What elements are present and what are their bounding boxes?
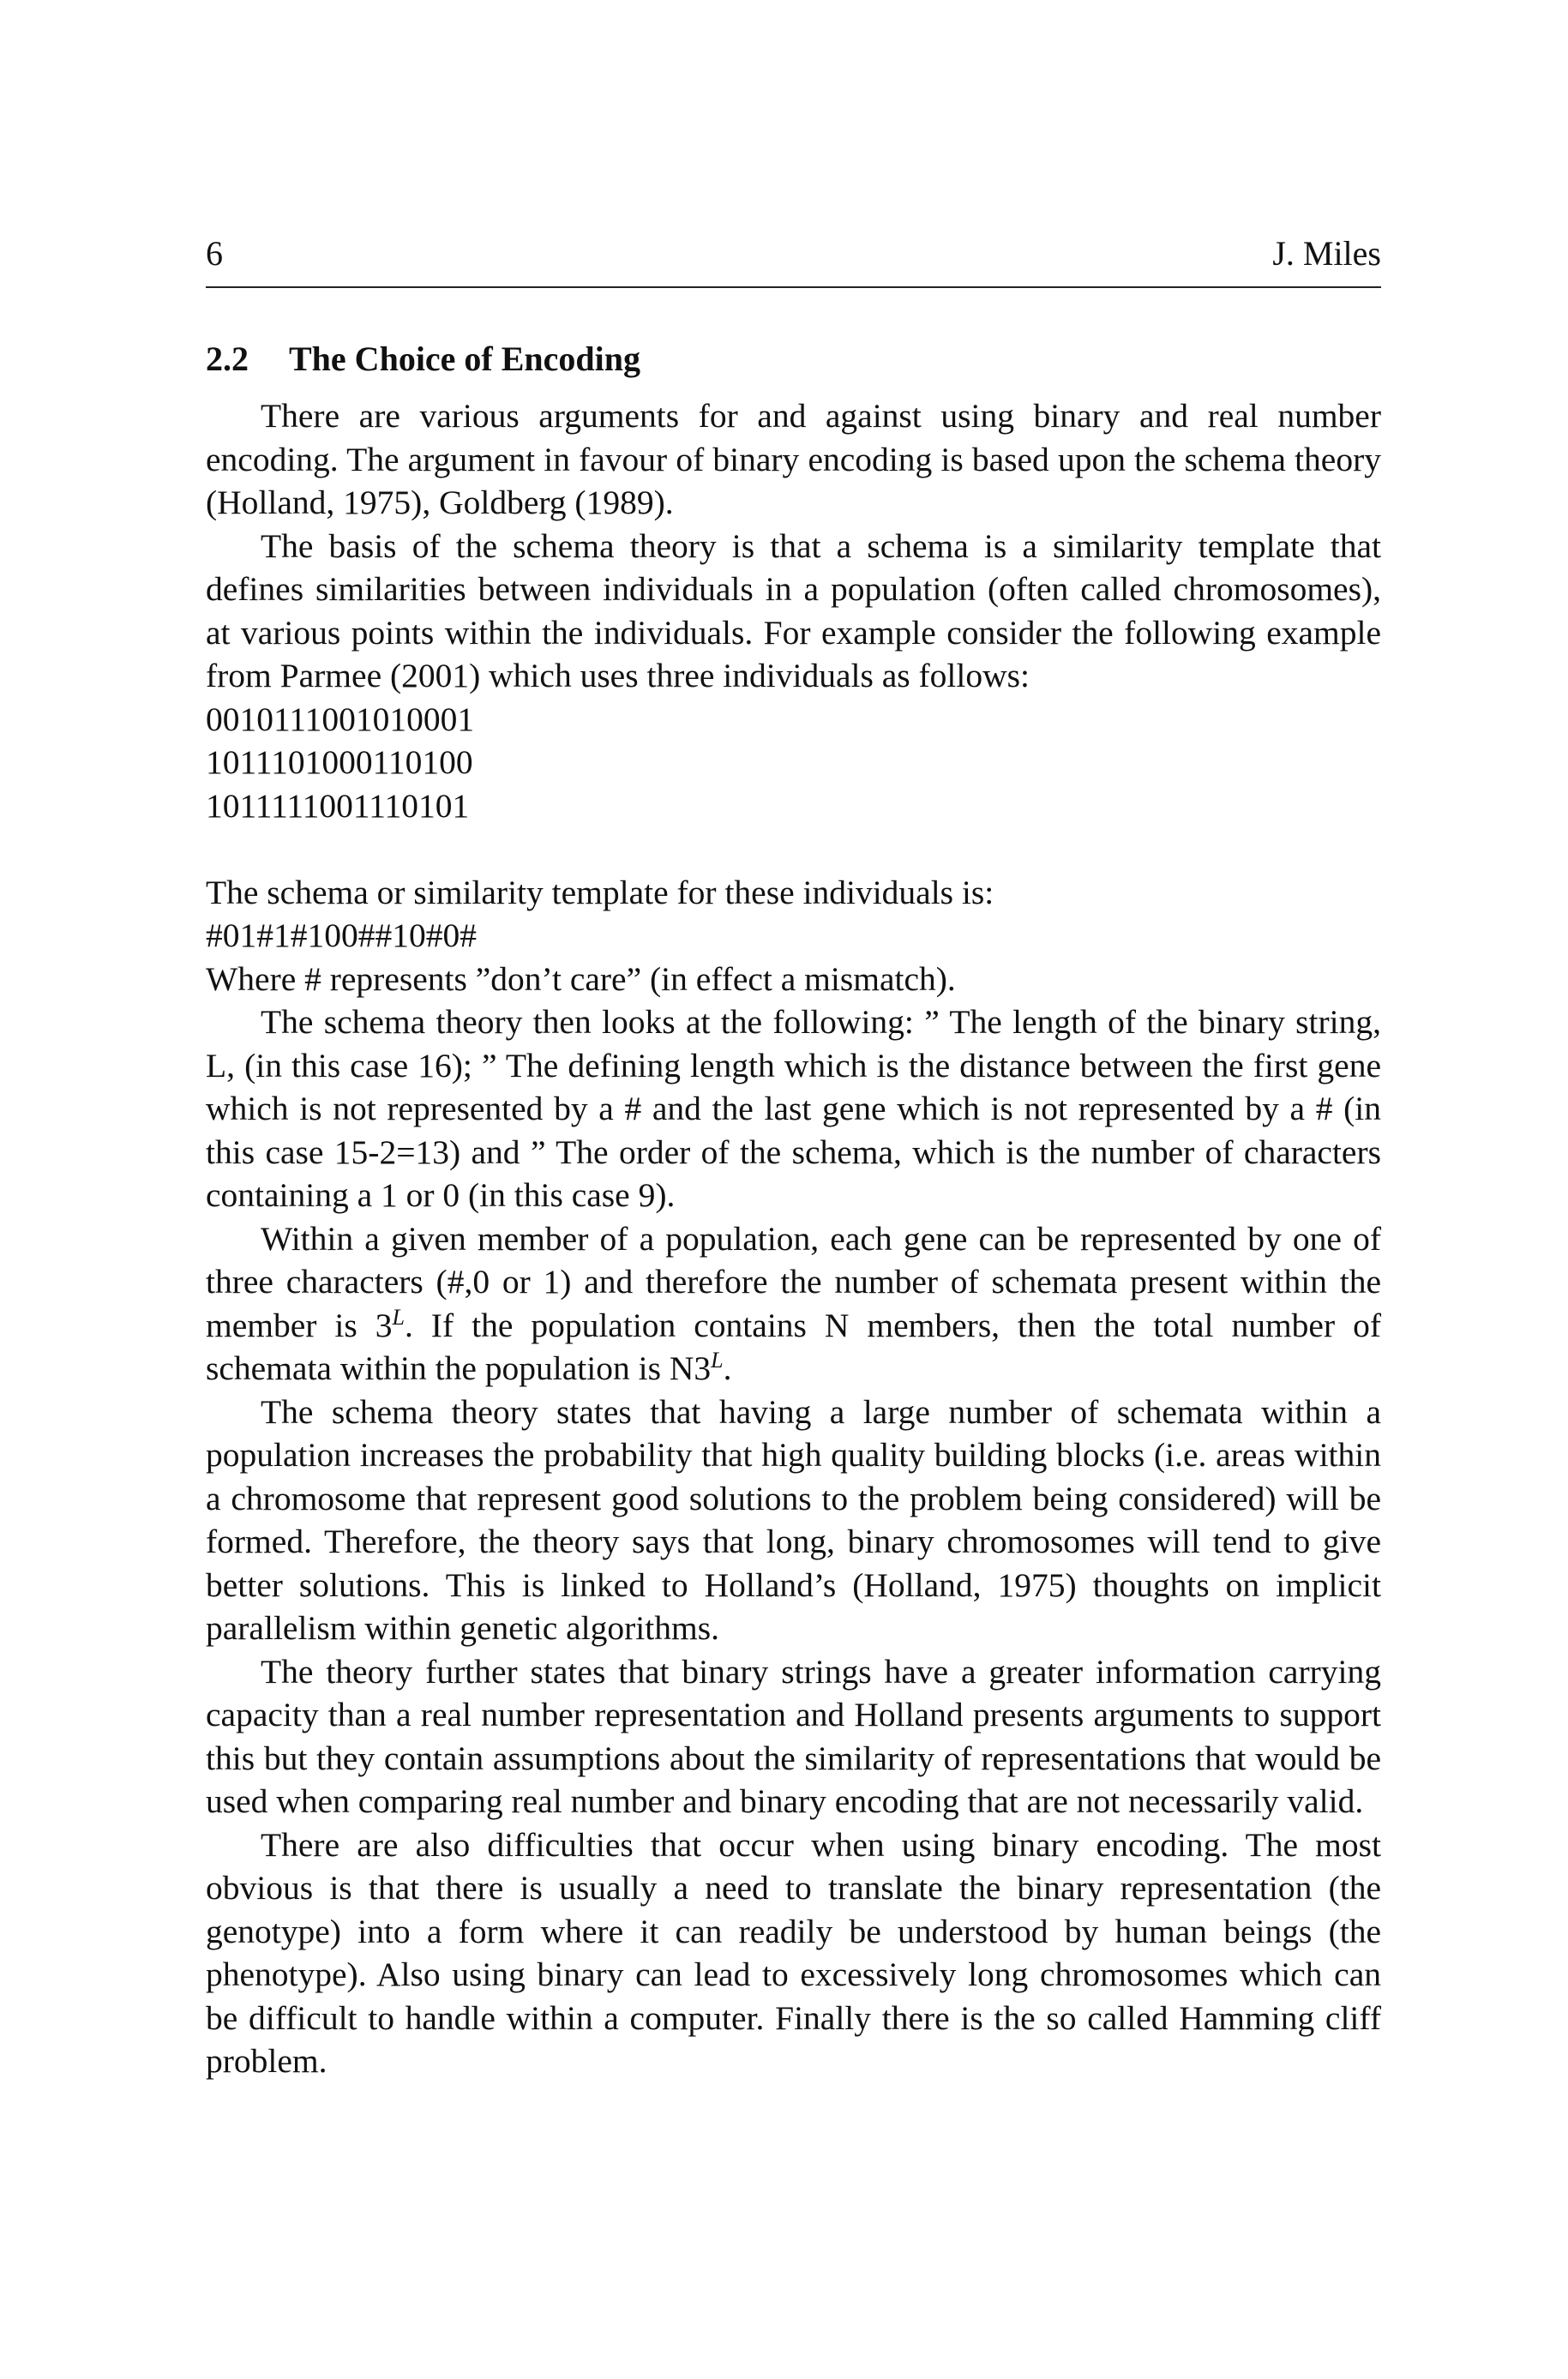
- body-text: [206, 394, 1381, 2083]
- section-number: 2.2: [206, 339, 249, 378]
- blank-line: [206, 827, 1381, 871]
- individual-2: 1011101000110100: [206, 743, 473, 781]
- individual-1: 0010111001010001: [206, 700, 475, 738]
- schema-note: Where # represents ”don’t care” (in effect a mismatch).: [206, 959, 956, 998]
- running-head: J. Miles: [1272, 234, 1381, 273]
- paragraph-2: The basis of the schema theory is that a schema is a similarity template that defines similarities between individuals in a population (often called chromosomes), at various points within the individuals. For example consider the following example from Parmee (2001) which uses three individuals as follows:: [206, 526, 1381, 694]
- paragraph-5: The schema theory states that having a large number of schemata within a population increases the probability that high quality building blocks (i.e. areas within a chromosome that represent good solutions to the problem being considered) will be formed. Therefore, the theory says that long, binary chromosomes will tend to give better solutions. This is linked to Holland’s (Holland, 1975) thoughts on implicit parallelism within genetic algorithms.: [206, 1392, 1381, 1647]
- page-number: 6: [206, 234, 223, 273]
- header-rule: [206, 286, 1381, 288]
- paragraph-4: [206, 1217, 1381, 1391]
- superscript-l-2: L: [711, 1347, 724, 1373]
- paragraph-4-part-a: Within a given member of a population, each gene can be represented by one of three characters (#,0 or 1) and therefore the number of schemata present within the member is 3: [206, 1219, 1381, 1344]
- schema-intro: The schema or similarity template for these individuals is:: [206, 873, 994, 911]
- paragraph-4-part-c: .: [723, 1349, 732, 1387]
- paragraph-7: There are also difficulties that occur when using binary encoding. The most obvious is that there is usually a need to translate the binary representation (the genotype) into a form where it can readily be understood by human beings (the phenotype). Also using binary can lead to excessively long chromosomes which can be difficult to handle within a computer. Finally there is the so called Hamming cliff problem.: [206, 1825, 1381, 2080]
- individual-3: 1011111001110101: [206, 786, 470, 825]
- paragraph-6: The theory further states that binary strings have a greater information carrying capacity than a real number representation and Holland presents arguments to support this but they contain assumptions about the similarity of representations that would be used when comparing real number and binary encoding that are not necessarily valid.: [206, 1652, 1381, 1820]
- schema-string: #01#1#100##10#0#: [206, 916, 477, 954]
- superscript-l-1: L: [392, 1304, 405, 1330]
- paragraph-4-part-b: . If the population contains N members, then the total number of schemata within the population is N3: [206, 1306, 1382, 1387]
- paragraph-1: There are various arguments for and against using binary and real number encoding. The argument in favour of binary encoding is based upon the schema theory (Holland, 1975), Goldberg (1989).: [206, 397, 1381, 521]
- section-title: The Choice of Encoding: [289, 339, 641, 378]
- section-heading: [206, 337, 1381, 381]
- paragraph-3: The schema theory then looks at the following: ” The length of the binary string, L, (in this case 16); ” The defining length which is the distance between the first gene which is not represented by a # and the last gene which is not represented by a # (in this case 15-2=13) and ” The order of the schema, which is the number of characters containing a 1 or 0 (in this case 9).: [206, 1003, 1381, 1214]
